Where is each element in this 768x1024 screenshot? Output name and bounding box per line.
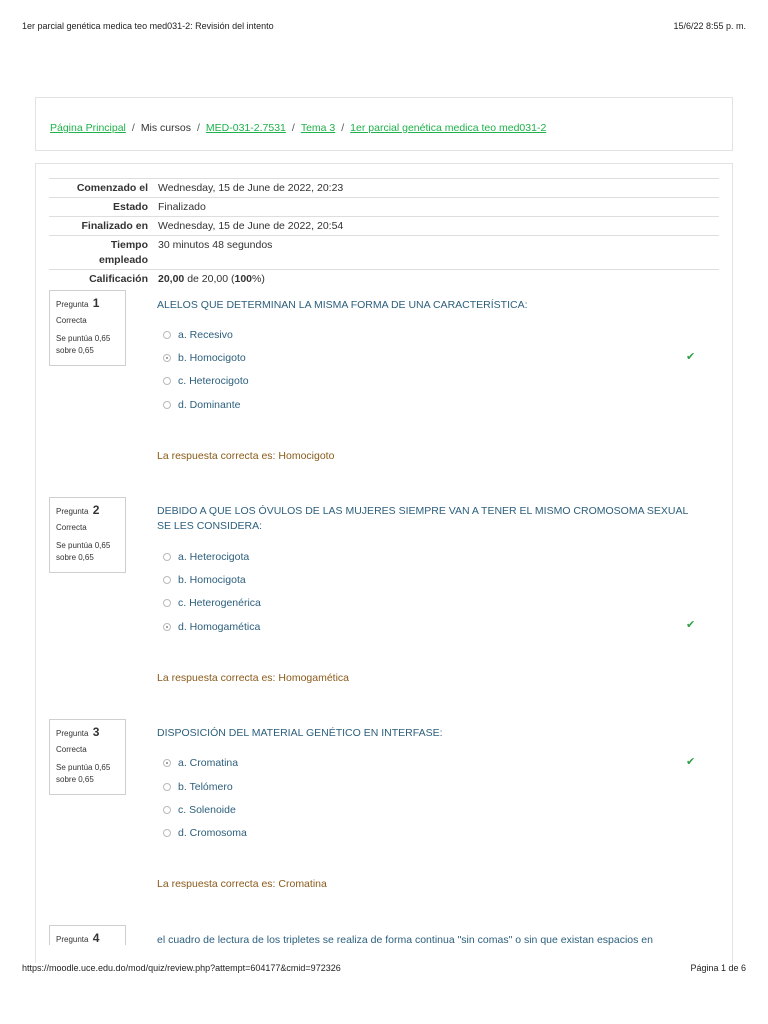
question-number-value: 3	[92, 725, 100, 739]
radio-button[interactable]	[163, 783, 171, 791]
answer-option[interactable]	[163, 399, 240, 411]
print-url: https://moodle.uce.edu.do/mod/quiz/review.php?attempt=604177&cmid=972326	[22, 963, 341, 973]
option-label: a. Cromatina	[178, 757, 239, 769]
question-label: Pregunta	[56, 935, 89, 944]
option-label: c. Heterocigoto	[178, 375, 249, 387]
grade-percent-sign: %)	[252, 273, 265, 285]
question-state: Correcta	[56, 523, 87, 532]
correct-answer-feedback: La respuesta correcta es: Homogamética	[157, 672, 350, 684]
option-label: d. Homogamética	[178, 621, 261, 633]
question-info-1	[49, 290, 126, 366]
option-label: a. Heterocigota	[178, 551, 250, 563]
summary-row-started	[49, 179, 719, 198]
summary-key-text: Tiempo empleado	[98, 239, 148, 266]
question-info-4	[49, 925, 126, 945]
breadcrumb-home-link[interactable]: Página Principal	[50, 122, 126, 134]
breadcrumb-topic-link[interactable]: Tema 3	[300, 122, 336, 134]
summary-value	[153, 270, 719, 289]
summary-key: Comenzado el	[49, 179, 153, 198]
check-icon: ✔	[686, 756, 696, 768]
summary-row-finished	[49, 217, 719, 236]
summary-value: 30 minutos 48 segundos	[153, 236, 719, 270]
answer-option[interactable]	[163, 597, 261, 609]
check-icon: ✔	[686, 619, 696, 631]
answer-option[interactable]	[163, 827, 247, 839]
breadcrumb-separator: /	[291, 122, 295, 134]
grade-total: de 20,00 (	[184, 273, 235, 285]
answer-option[interactable]	[163, 375, 249, 387]
summary-row-state	[49, 198, 719, 217]
radio-button-selected[interactable]	[163, 354, 171, 362]
breadcrumb	[50, 122, 546, 134]
question-label: Pregunta	[56, 729, 89, 738]
grade-percent: 100	[234, 273, 253, 285]
question-grade: Se puntúa 0,65 sobre 0,65	[56, 763, 111, 784]
question-text-3: DISPOSICIÓN DEL MATERIAL GENÉTICO EN INTERFASE:	[157, 727, 443, 739]
summary-key: Estado	[49, 198, 153, 217]
answer-option[interactable]	[163, 551, 249, 563]
radio-button[interactable]	[163, 331, 171, 339]
radio-button[interactable]	[163, 806, 171, 814]
grade-score: 20,00	[158, 273, 185, 285]
summary-row-grade	[49, 270, 719, 289]
option-label: c. Heterogenérica	[178, 597, 261, 609]
print-title: 1er parcial genética medica teo med031-2: Revisión del intento	[22, 21, 274, 31]
print-header	[22, 21, 746, 31]
radio-button[interactable]	[163, 553, 171, 561]
question-number	[56, 296, 119, 310]
question-info-2	[49, 497, 126, 573]
answer-option[interactable]	[163, 757, 238, 769]
answer-option[interactable]	[163, 352, 246, 364]
radio-button[interactable]	[163, 377, 171, 385]
radio-button-selected[interactable]	[163, 759, 171, 767]
option-label: a. Recesivo	[178, 329, 233, 341]
breadcrumb-separator: /	[197, 122, 200, 134]
summary-value: Wednesday, 15 de June de 2022, 20:23	[153, 179, 719, 198]
option-label: b. Homocigoto	[178, 352, 246, 364]
question-text-1: ALELOS QUE DETERMINAN LA MISMA FORMA DE UNA CARACTERÍSTICA:	[157, 299, 528, 311]
breadcrumb-separator: /	[341, 122, 345, 134]
print-footer	[22, 963, 746, 973]
breadcrumb-separator: /	[131, 122, 135, 134]
option-label: c. Solenoide	[178, 804, 236, 816]
radio-button[interactable]	[163, 829, 171, 837]
correct-answer-feedback: La respuesta correcta es: Cromatina	[157, 878, 327, 890]
option-label: d. Dominante	[178, 399, 241, 411]
answer-option[interactable]	[163, 329, 233, 341]
question-label: Pregunta	[56, 300, 89, 309]
summary-key	[49, 236, 153, 270]
breadcrumb-course-link[interactable]: MED-031-2.7531	[205, 122, 286, 134]
breadcrumb-quiz-link[interactable]: 1er parcial genética medica teo med031-2	[350, 122, 547, 134]
answer-option[interactable]	[163, 781, 233, 793]
radio-button[interactable]	[163, 599, 171, 607]
correct-answer-feedback: La respuesta correcta es: Homocigoto	[157, 450, 335, 462]
option-label: d. Cromosoma	[178, 827, 247, 839]
summary-key: Finalizado en	[49, 217, 153, 236]
question-grade: Se puntúa 0,65 sobre 0,65	[56, 541, 111, 562]
summary-value: Finalizado	[153, 198, 719, 217]
answer-option[interactable]	[163, 621, 260, 633]
question-number-value: 1	[92, 296, 100, 310]
print-page-number: Página 1 de 6	[690, 963, 746, 973]
question-state: Correcta	[56, 745, 87, 754]
summary-row-time	[49, 236, 719, 270]
answer-option[interactable]	[163, 574, 246, 586]
question-number	[56, 725, 119, 739]
question-number-value: 2	[92, 503, 100, 517]
question-text-4: el cuadro de lectura de los tripletes se realiza de forma continua "sin comas" o sin que existan espacios en	[157, 934, 653, 946]
answer-option[interactable]	[163, 804, 236, 816]
option-label: b. Telómero	[178, 781, 233, 793]
summary-key: Calificación	[49, 270, 153, 289]
question-number	[56, 503, 119, 517]
print-datetime: 15/6/22 8:55 p. m.	[673, 21, 746, 31]
question-number-value: 4	[92, 931, 100, 945]
attempt-summary-table	[49, 178, 719, 288]
breadcrumb-container	[35, 97, 733, 151]
radio-button[interactable]	[163, 576, 171, 584]
radio-button[interactable]	[163, 401, 171, 409]
question-state: Correcta	[56, 316, 87, 325]
option-label: b. Homocigota	[178, 574, 246, 586]
breadcrumb-my-courses: Mis cursos	[140, 122, 191, 134]
question-number	[56, 931, 119, 945]
question-grade: Se puntúa 0,65 sobre 0,65	[56, 334, 111, 355]
question-text-2: DEBIDO A QUE LOS ÓVULOS DE LAS MUJERES SIEMPRE VAN A TENER EL MISMO CROMOSOMA SEXUAL SE LES CONSIDERA:	[157, 505, 688, 532]
radio-button-selected[interactable]	[163, 623, 171, 631]
summary-value: Wednesday, 15 de June de 2022, 20:54	[153, 217, 719, 236]
question-info-3	[49, 719, 126, 795]
question-label: Pregunta	[56, 507, 89, 516]
check-icon: ✔	[686, 351, 696, 363]
